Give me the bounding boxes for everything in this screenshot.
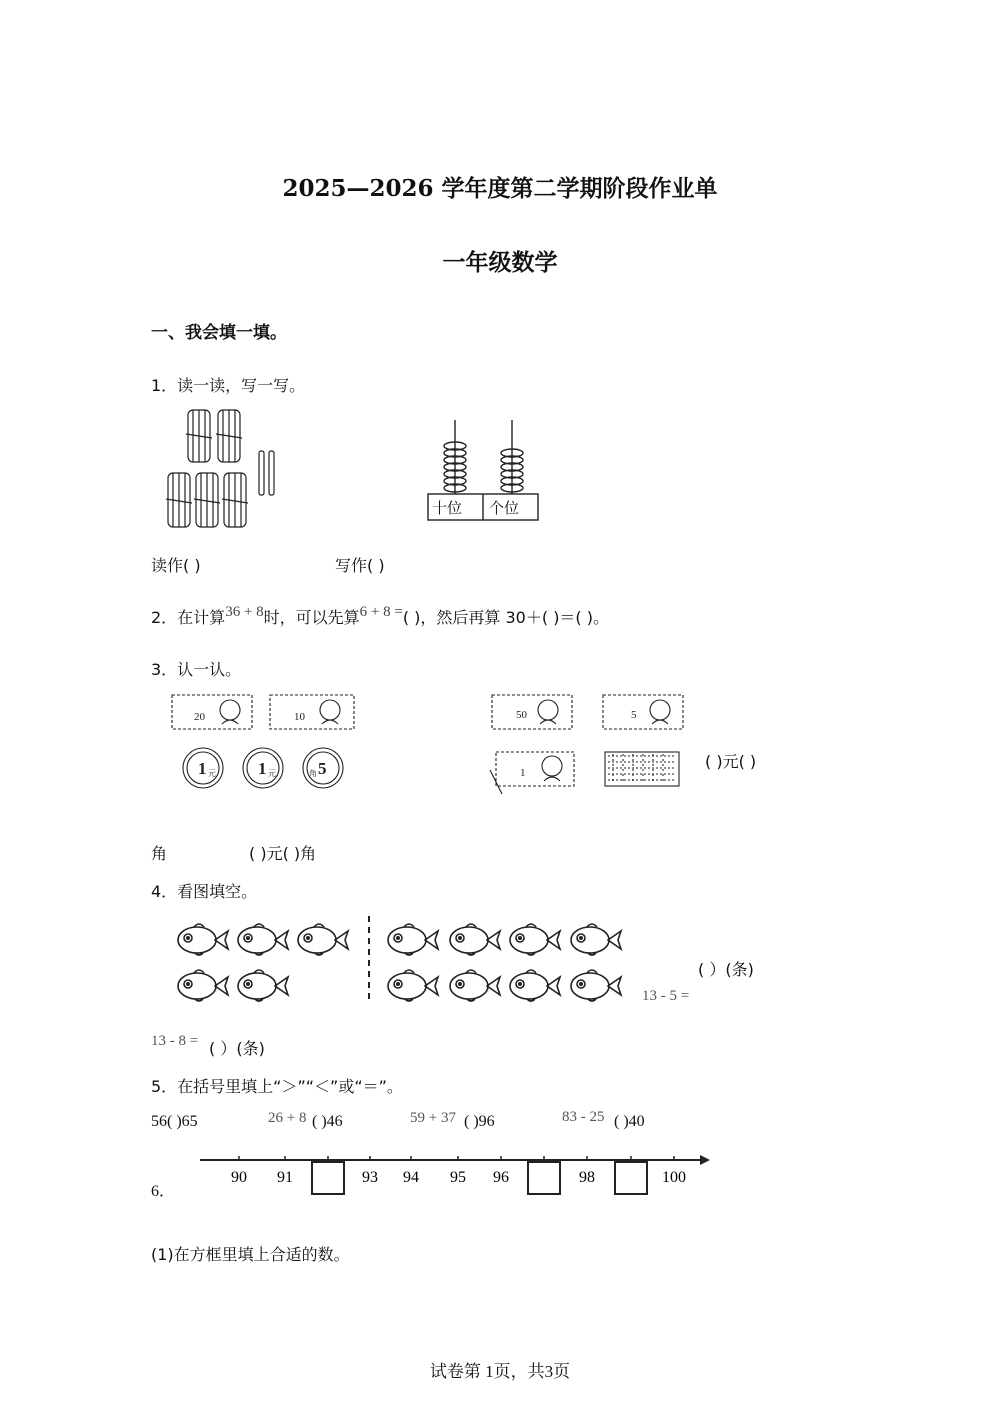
money-right-blank[interactable]: ( )元( )	[705, 752, 757, 771]
stick-bundle	[186, 410, 212, 462]
question-6-sub1: (1)在方框里填上合适的数。	[151, 1245, 350, 1264]
coin-value: 1	[198, 759, 207, 778]
abacus-ones-label: 个位	[489, 499, 520, 517]
write-as-blank[interactable]: 写作( )	[335, 556, 385, 575]
note-value: 1	[520, 767, 526, 779]
money-left-illustration	[170, 690, 360, 795]
fish-icon	[178, 924, 228, 955]
number-line-label: 91	[277, 1169, 293, 1186]
coin-unit: 元	[268, 769, 276, 778]
number-line-label: 94	[403, 1169, 419, 1186]
fish-icon	[450, 924, 500, 955]
fish-count-blank-2[interactable]: ( ）(条)	[209, 1039, 265, 1058]
page-title: 2025—2026 学年度第二学期阶段作业单	[282, 175, 718, 202]
expression-36-plus-8: 36 + 8	[225, 604, 264, 620]
number-line-arrow	[700, 1155, 710, 1165]
stick-bundle	[194, 473, 220, 527]
number-line	[195, 1148, 715, 1203]
compare-56-65[interactable]: 56( )65	[151, 1113, 198, 1130]
fish-icon	[298, 924, 348, 955]
stick-bundles-illustration	[163, 405, 293, 535]
banknote-10	[270, 695, 354, 729]
banknote-20	[172, 695, 252, 729]
question-3-text: 3．认一认。	[151, 660, 242, 679]
page-subtitle: 一年级数学	[442, 249, 558, 276]
compare-59-37-96[interactable]: ( )96	[464, 1113, 495, 1130]
compare-26-8-46[interactable]: ( )46	[312, 1113, 343, 1130]
money-left-unit: 角	[151, 844, 168, 863]
number-line-label: 96	[493, 1169, 509, 1186]
ones-beads	[501, 449, 523, 492]
banknote-50	[492, 695, 572, 729]
fish-illustration	[172, 912, 632, 1007]
money-right-illustration	[488, 690, 688, 800]
note-value: 5	[631, 709, 637, 721]
expression-26-plus-8: 26 + 8	[268, 1110, 307, 1126]
number-line-label: 100	[662, 1169, 686, 1186]
question-4-text: 4．看图填空。	[151, 882, 258, 901]
page-footer: 试卷第 1页，共3页	[429, 1362, 571, 1381]
stick-bundle	[216, 410, 242, 462]
fish-icon	[571, 924, 621, 955]
banknote-1	[490, 752, 574, 794]
coin-unit: 角	[309, 769, 317, 778]
question-2-middle: 时，可以先算	[263, 608, 360, 627]
fish-icon	[571, 970, 621, 1001]
coin-value: 5	[318, 759, 327, 778]
fish-icon	[388, 924, 438, 955]
coin-1-yuan	[243, 748, 283, 788]
stick-bundle	[166, 473, 192, 527]
abacus-tens-label: 十位	[432, 499, 463, 517]
fish-icon	[510, 970, 560, 1001]
expression-59-plus-37: 59 + 37	[410, 1110, 456, 1126]
fish-icon	[450, 970, 500, 1001]
expression-83-minus-25: 83 - 25	[562, 1109, 605, 1125]
note-value: 10	[294, 711, 305, 723]
coin-unit: 元	[208, 769, 216, 778]
fish-icon	[178, 970, 228, 1001]
coin-5-jiao	[303, 748, 343, 788]
number-line-label: 95	[450, 1169, 466, 1186]
stick-bundle	[222, 473, 248, 527]
single-sticks	[259, 451, 274, 495]
question-2	[151, 605, 609, 628]
question-2-suffix[interactable]: ( )，然后再算 30＋( )＝( )。	[402, 608, 610, 627]
section-heading: 一、我会填一填。	[151, 323, 287, 343]
question-1-text: 1．读一读，写一写。	[151, 376, 306, 395]
number-line-label: 93	[362, 1169, 378, 1186]
note-value: 50	[516, 709, 527, 721]
coin-1-yuan	[183, 748, 223, 788]
coin-value: 1	[258, 759, 267, 778]
read-as-blank[interactable]: 读作( )	[151, 556, 201, 575]
number-line-label: 98	[579, 1169, 595, 1186]
expression-13-minus-8: 13 - 8 =	[151, 1033, 199, 1049]
fish-icon	[388, 970, 438, 1001]
fish-icon	[238, 970, 288, 1001]
question-6-label: 6．	[151, 1183, 176, 1200]
banknote-pattern	[605, 752, 679, 786]
question-2-prefix: 2．在计算	[151, 608, 226, 627]
number-line-label: 90	[231, 1169, 247, 1186]
question-5-text: 5．在括号里填上“＞”“＜”或“＝”。	[151, 1077, 403, 1096]
fish-icon	[510, 924, 560, 955]
answer-box[interactable]	[615, 1162, 647, 1194]
fish-count-blank-1[interactable]: ( ）(条)	[698, 960, 754, 979]
compare-83-25-40[interactable]: ( )40	[614, 1113, 645, 1130]
answer-box[interactable]	[528, 1162, 560, 1194]
expression-6-plus-8: 6 + 8 =	[359, 604, 403, 620]
answer-box[interactable]	[312, 1162, 344, 1194]
expression-13-minus-5: 13 - 5 =	[642, 988, 690, 1004]
banknote-5	[603, 695, 683, 729]
fish-icon	[238, 924, 288, 955]
note-value: 20	[194, 711, 205, 723]
money-left-blank[interactable]: ( )元( )角	[249, 844, 317, 863]
